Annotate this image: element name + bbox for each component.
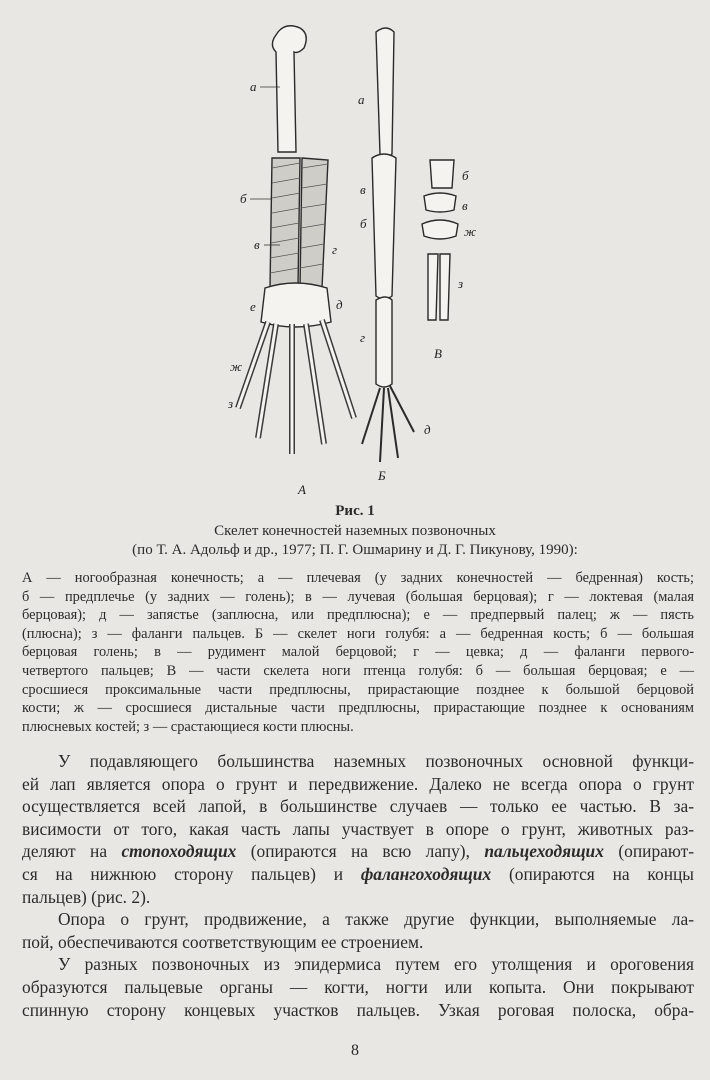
page-number: 8 (351, 1042, 359, 1059)
legend-line: сросшиеся проксимальные части предплюсны, прирастающие позднее к большой берцовой (22, 681, 694, 698)
label-b-g: г (360, 330, 366, 345)
legend-line: берцовая голень; в — рудимент малой берцовой; г — цевка; д — фаланги первого- (22, 644, 694, 661)
limb-b-toes (362, 386, 414, 462)
term-plantigrade: стопоходящих (121, 841, 237, 862)
text-line: деляют на стопоходящих (опираются на всю лапу), пальцеходящих (опирают- (22, 841, 695, 862)
body-text (22, 750, 694, 1021)
text-line: Опора о грунт, продвижение, а также другие функции, выполняемые ла- (58, 909, 694, 930)
limb-a-digits (238, 320, 354, 454)
label-A: А (298, 482, 306, 497)
label-c-zh: ж (464, 224, 477, 239)
paragraph-3 (22, 953, 694, 1021)
label-c-b: б (462, 168, 469, 183)
legend-line: берцовая); д — запястье (заплюсна, или предплюсна); е — предпервый палец; ж — пясть (22, 607, 694, 624)
term-digitigrade: пальцеходящих (484, 841, 604, 862)
text-line: пой, обеспечиваются соответствующим ее строением. (22, 931, 424, 952)
limb-b-tarsometatarsus (376, 297, 392, 387)
limb-c-tibia (430, 160, 454, 188)
legend-line: кости; ж — сросшиеся дистальные части предплюсны, прирастающие позднее к основаниям (22, 700, 694, 717)
legend-line: четвертого пальцев; В — части скелета ноги птенца голубя: б — большая берцовая; е — (22, 662, 694, 679)
legend-line: плюсневых костей; з — срастающиеся кости плюсны. (22, 718, 354, 735)
limb-b-femur (376, 28, 394, 157)
label-b-a: а (358, 92, 365, 107)
figure-source: (по Т. А. Адольф и др., 1977; П. Г. Ошмарину и Д. Г. Пикунову, 1990): (132, 542, 578, 558)
label-d: д (336, 297, 343, 312)
label-zh: ж (230, 359, 243, 374)
legend-line: б — предплечье (у задних — голень); в — лучевая (большая берцовая); г — локтевая (малая (22, 588, 694, 605)
text-line: спинную сторону концевых участков пальцев. Узкая роговая полоска, обра- (22, 999, 694, 1020)
legend-line: А — ногообразная конечность; а — плечевая (у задних конечностей — бедренная) кость; (22, 570, 694, 586)
label-a: а (250, 79, 257, 94)
text-line: У разных позвоночных из эпидермиса путем его утолщения и ороговения (58, 954, 694, 975)
label-b-v: в (360, 182, 366, 197)
figure-subtitle: Скелет конечностей наземных позвоночных (214, 523, 496, 539)
label-g: г (332, 242, 338, 257)
label-b-d: д (424, 422, 431, 437)
label-B: Б (378, 468, 386, 483)
label-b-b: б (360, 216, 367, 231)
label-z: з (228, 396, 234, 411)
limb-c-metatarsals (428, 254, 450, 320)
label-V: В (434, 346, 442, 361)
paragraph-2 (22, 908, 694, 953)
limb-b-tibiotarsus (372, 154, 396, 299)
text-line: висимости от того, какая часть лапы участвует в опоре о грунт, животных раз- (22, 818, 694, 839)
label-v: в (254, 237, 260, 252)
text-line: У подавляющего большинства наземных позвоночных основной функци- (58, 751, 694, 771)
legend-line: (плюсна); з — фаланги пальцев. Б — скелет ноги голубя: а — бедренная кость; б — большая (22, 625, 694, 642)
text-line: ся на нижнюю сторону пальцев) и фалангоходящих (опираются на концы (22, 863, 694, 884)
text-line: осуществляется всей лапой, в большинстве случаев — только ее частью. В за- (22, 796, 694, 817)
label-b: б (240, 191, 247, 206)
text-line: ей лап является опора о грунт и передвижение. Далеко не всегда опора о грунт (22, 773, 694, 794)
limb-a-ulna (300, 158, 328, 288)
figure-legend (22, 569, 694, 736)
figure-title: Рис. 1 (335, 503, 375, 519)
text-line: образуются пальцевые органы — когти, ногти или копыта. Они покрывают (22, 976, 694, 997)
limb-skeleton-figure (210, 18, 500, 497)
limb-c-proximal-tarsals (424, 193, 456, 212)
paragraph-1 (22, 750, 694, 908)
label-e: е (250, 299, 256, 314)
text-line: пальцев) (рис. 2). (22, 886, 151, 907)
label-c-z: з (458, 276, 464, 291)
limb-a-wrist (261, 283, 331, 327)
limb-c-distal-tarsals (422, 220, 458, 239)
limb-a-humerus (272, 26, 306, 152)
term-unguligrade: фалангоходящих (360, 863, 492, 884)
limb-skeleton-drawing (210, 18, 500, 497)
label-c-v: в (462, 198, 468, 213)
